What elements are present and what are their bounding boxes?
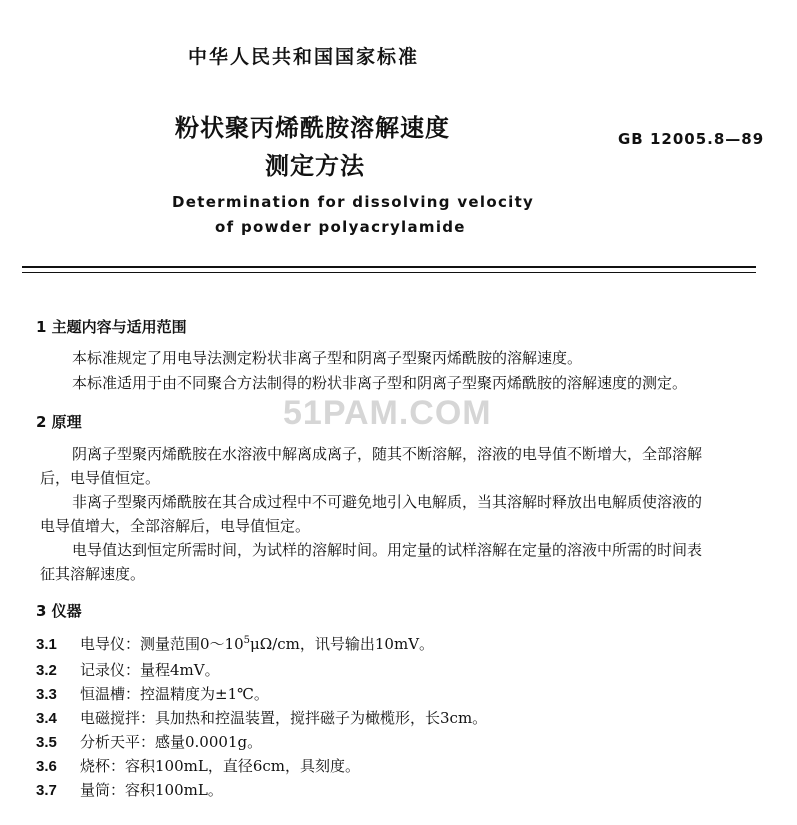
- section-1-heading: 1 主题内容与适用范围: [36, 318, 187, 336]
- english-title-line-1: Determination for dissolving velocity: [172, 193, 535, 211]
- english-title-line-2: of powder polyacrylamide: [215, 218, 466, 236]
- item-number: 3.2: [36, 662, 57, 679]
- section-2-paragraph-2-line-1: 非离子型聚丙烯酰胺在其合成过程中不可避免地引入电解质，当其溶解时释放出电解质使溶液的: [72, 493, 703, 511]
- section-1-paragraph-2: 本标准适用于由不同聚合方法制得的粉状非离子型和阴离子型聚丙烯酰胺的溶解速度的测定。: [72, 374, 688, 392]
- item-number: 3.6: [36, 758, 57, 775]
- section-2-paragraph-1-line-2: 后，电导值恒定。: [40, 469, 161, 487]
- item-number: 3.1: [36, 636, 57, 653]
- item-number: 3.5: [36, 734, 57, 751]
- section-1-paragraph-1: 本标准规定了用电导法测定粉状非离子型和阴离子型聚丙烯酰胺的溶解速度。: [72, 349, 583, 367]
- title-line-1: 粉状聚丙烯酰胺溶解速度: [175, 114, 450, 142]
- item-text: 量筒：容积100mL。: [80, 781, 223, 799]
- watermark: 51PAM.COM: [283, 394, 492, 432]
- title-line-2: 测定方法: [265, 152, 365, 180]
- list-item: [36, 633, 434, 654]
- section-2-paragraph-3-line-2: 征其溶解速度。: [40, 565, 146, 583]
- list-item: [36, 731, 262, 752]
- section-3-heading: 3 仪器: [36, 602, 82, 620]
- item-number: 3.3: [36, 686, 57, 703]
- section-2-paragraph-2-line-2: 电导值增大，全部溶解后，电导值恒定。: [40, 517, 311, 535]
- item-text: μΩ/cm，讯号输出10mV。: [250, 635, 435, 653]
- item-text: 分析天平：感量0.0001g。: [80, 733, 263, 751]
- item-text: 电导仪：测量范围0～10: [80, 635, 244, 653]
- header-rule-thin: [22, 272, 756, 273]
- section-2-heading: 2 原理: [36, 413, 82, 431]
- section-2-paragraph-3-line-1: 电导值达到恒定所需时间，为试样的溶解时间。用定量的试样溶解在定量的溶液中所需的时间表: [72, 541, 703, 559]
- list-item: [36, 779, 223, 800]
- header-rule-thick: [22, 266, 756, 268]
- item-text: 电磁搅拌：具加热和控温装置，搅拌磁子为橄榄形，长3cm。: [80, 709, 488, 727]
- item-text: 烧杯：容积100mL，直径6cm，具刻度。: [80, 757, 360, 775]
- item-text: 记录仪：量程4mV。: [80, 661, 220, 679]
- list-item: [36, 659, 220, 680]
- national-standard-label: 中华人民共和国国家标准: [188, 46, 420, 68]
- standard-code: GB 12005.8—89: [618, 130, 765, 148]
- list-item: [36, 707, 487, 728]
- item-superscript: 5: [243, 635, 251, 646]
- list-item: [36, 683, 269, 704]
- section-2-paragraph-1-line-1: 阴离子型聚丙烯酰胺在水溶液中解离成离子，随其不断溶解，溶液的电导值不断增大，全部溶解: [72, 445, 703, 463]
- item-number: 3.4: [36, 710, 57, 727]
- item-text: 恒温槽：控温精度为±1℃。: [80, 685, 269, 703]
- item-number: 3.7: [36, 782, 57, 799]
- list-item: [36, 755, 360, 776]
